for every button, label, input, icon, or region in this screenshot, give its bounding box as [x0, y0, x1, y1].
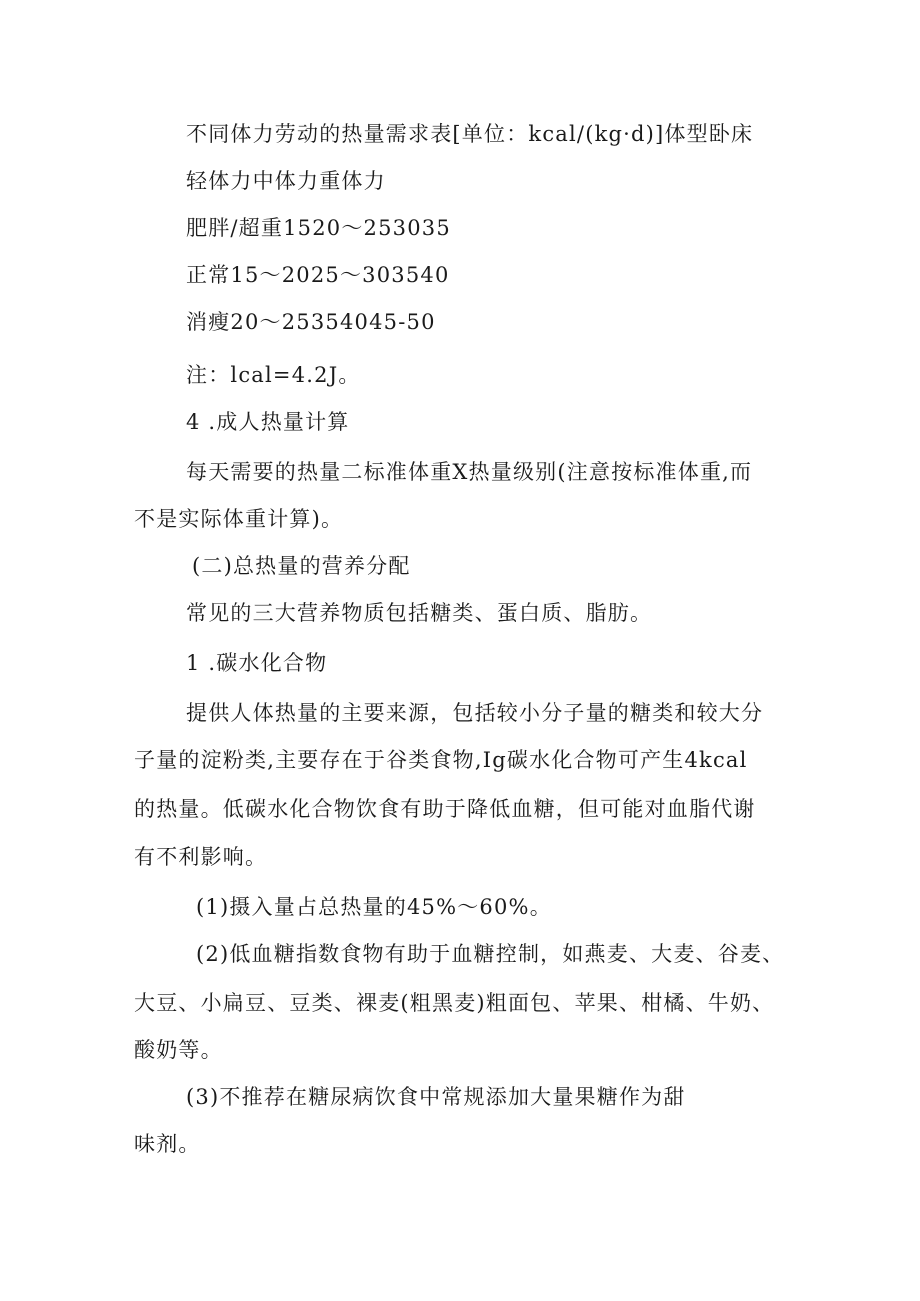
paragraph-line: 常见的三大营养物质包括糖类、蛋白质、脂肪。	[186, 601, 653, 625]
section-heading-nutrient-distribution: (二)总热量的营养分配	[192, 554, 411, 578]
table-header-line: 轻体力中体力重体力	[186, 169, 386, 193]
list-item: (1)摄入量占总热量的45%～60%。	[196, 895, 552, 919]
section-heading-carbohydrate: 1 .碳水化合物	[186, 651, 328, 675]
list-item-continuation: 酸奶等。	[134, 1038, 223, 1062]
paragraph-line: 不是实际体重计算)。	[134, 507, 344, 531]
paragraph-line: 子量的淀粉类,主要存在于谷类食物,Ig碳水化合物可产生4kcal	[134, 748, 748, 772]
paragraph-line: 有不利影响。	[134, 845, 268, 869]
table-row-obese: 肥胖/超重1520～253035	[186, 216, 451, 240]
table-note: 注：lcal=4.2J。	[186, 363, 361, 387]
table-title-line: 不同体力劳动的热量需求表[单位：kcal/(kg·d)]体型卧床	[186, 122, 754, 146]
list-item: (2)低血糖指数食物有助于血糖控制，如燕麦、大麦、谷麦、	[196, 942, 785, 966]
paragraph-line: 每天需要的热量二标准体重X热量级别(注意按标准体重,而	[186, 460, 753, 484]
list-item-continuation: 味剂。	[134, 1132, 201, 1156]
table-row-thin: 消瘦20～25354045-50	[186, 310, 436, 334]
list-item-continuation: 大豆、小扁豆、豆类、裸麦(粗黑麦)粗面包、苹果、柑橘、牛奶、	[134, 991, 775, 1015]
paragraph-line: 提供人体热量的主要来源，包括较小分子量的糖类和较大分	[186, 701, 764, 725]
paragraph-line: 的热量。低碳水化合物饮食有助于降低血糖，但可能对血脂代谢	[134, 797, 756, 821]
table-row-normal: 正常15～2025～303540	[186, 263, 450, 287]
section-heading-adult-calorie: 4 .成人热量计算	[186, 410, 350, 434]
list-item: (3)不推荐在糖尿病饮食中常规添加大量果糖作为甜	[186, 1085, 686, 1109]
